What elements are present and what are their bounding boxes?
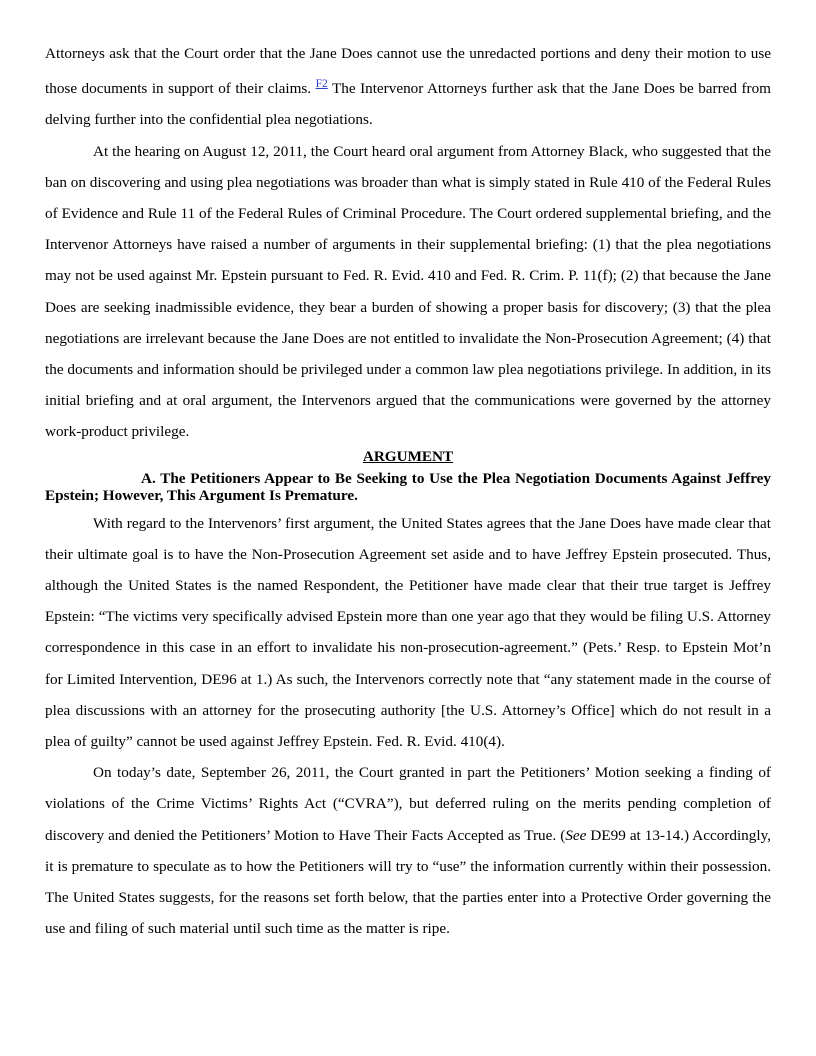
paragraph-intervenors-first-argument: With regard to the Intervenors’ first argument, the United States agrees that the Jane Does have made clear that their ultimate goal is to have the Non-Prosecution Agreement set aside and to have Jeffrey Epstein prosecuted. Thus, although the United States is the named Respondent, the Petitioner have made clear that their true target is Jeffrey Epstein: “The victims very specifically advised Epstein more than one year ago that they would be filing U.S. Attorney correspondence in this case in an effort to invalidate his non-prosecution-agreement.” (Pets.’ Resp. to Epstein Mot’n for Limited Intervention, DE96 at 1.) As such, the Intervenors correctly note that “any statement made in the course of plea discussions with an attorney for the prosecuting authority [the U.S. Attorney’s Office] which do not result in a plea of guilty” cannot be used against Jeffrey Epstein. Fed. R. Evid. 410(4). bbox=[45, 514, 771, 751]
paragraph-todays-date bbox=[45, 757, 771, 944]
paragraph-text: The Intervenor Attorneys further ask that the Jane Does be barred from delving further into the confidential plea negotiations. bbox=[45, 80, 771, 129]
citation-signal-see: See bbox=[565, 826, 587, 844]
section-heading-argument: ARGUMENT bbox=[362, 447, 454, 465]
footnote-link-f2[interactable]: F2 bbox=[315, 78, 328, 91]
paragraph-hearing: At the hearing on August 12, 2011, the Court heard oral argument from Attorney Black, who suggested that the ban on discovering and using plea negotiations was broader than what is simply stated in Rule 410 of the Federal Rules of Evidence and Rule 11 of the Federal Rules of Criminal Procedure. The Court ordered supplemental briefing, and the Intervenor Attorneys have raised a number of arguments in their supplemental briefing: (1) that the plea negotiations may not be used against Mr. Epstein pursuant to Fed. R. Evid. 410 and Fed. R. Crim. P. 11(f); (2) that because the Jane Does are seeking inadmissible evidence, they bear a burden of showing a proper basis for discovery; (3) that the plea negotiations are irrelevant because the Jane Does are not entitled to invalidate the Non-Prosecution Agreement; (4) that the documents and information should be privileged under a common law plea negotiations privilege. In addition, in its initial briefing and at oral argument, the Intervenors argued that the communications were governed by the attorney work-product privilege. bbox=[45, 142, 771, 441]
paragraph-text: Attorneys ask that the Court order that the Jane Does cannot use the unredacted portions and deny their motion to use those documents in support of their claims. bbox=[45, 45, 771, 98]
paragraph-text: DE99 at 13-14.) Accordingly, it is premature to speculate as to how the Petitioners will try to “use” the information currently within their possession. The United States suggests, for the reasons set forth below, that the parties enter into a Protective Order governing the use and filing of such material until such time as the matter is ripe. bbox=[45, 826, 771, 938]
paragraph-intervenor-request bbox=[45, 38, 771, 136]
subsection-heading-a: A. The Petitioners Appear to Be Seeking to Use the Plea Negotiation Documents Against Jeffrey Epstein; However, This Argument Is Premature. bbox=[45, 469, 771, 504]
document-page bbox=[45, 38, 771, 944]
paragraph-text: On today’s date, September 26, 2011, the Court granted in part the Petitioners’ Motion seeking a finding of violations of the Crime Victims’ Rights Act (“CVRA”), but deferred ruling on the merits pending completion of discovery and denied the Petitioners’ Motion to Have Their Facts Accepted as True. ( bbox=[45, 764, 771, 844]
